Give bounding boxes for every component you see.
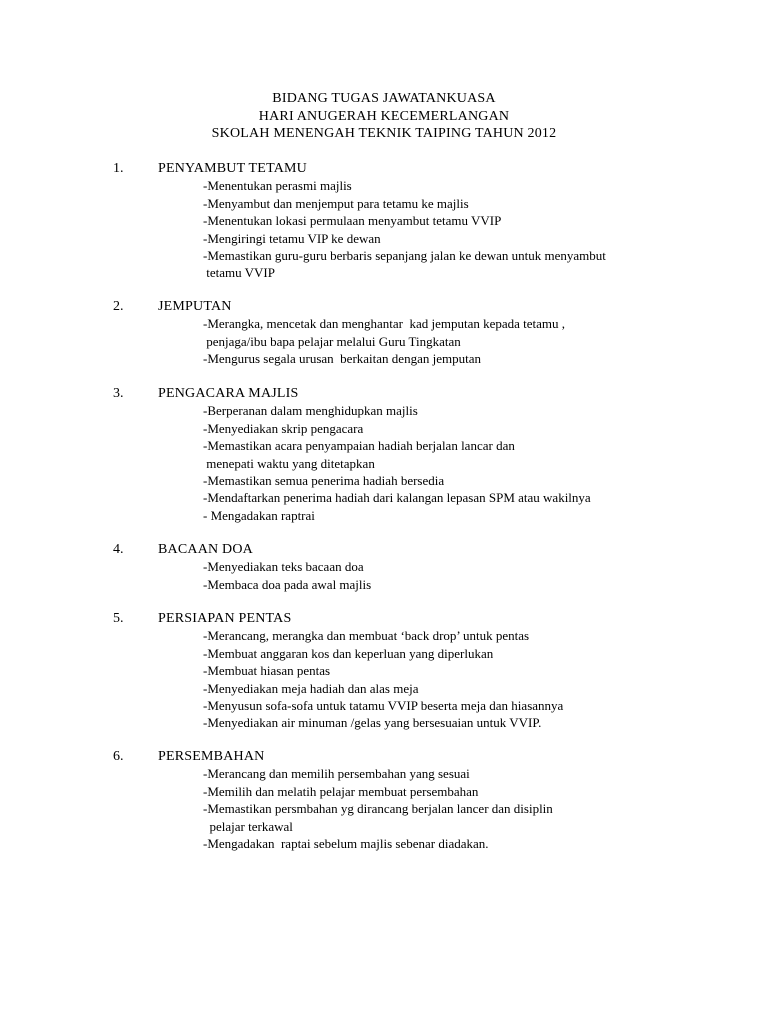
- section-number: 4.: [113, 542, 124, 557]
- list-item: -Menentukan lokasi permulaan menyambut tetamu VVIP: [203, 213, 502, 229]
- section-title: PERSIAPAN PENTAS: [158, 611, 292, 626]
- section-number: 5.: [113, 611, 124, 626]
- title-line: SKOLAH MENENGAH TEKNIK TAIPING TAHUN 2012: [211, 126, 557, 141]
- section-number: 1.: [113, 161, 124, 176]
- list-item: -Membuat anggaran kos dan keperluan yang diperlukan: [203, 645, 494, 661]
- list-item: -Menyediakan air minuman /gelas yang bersesuaian untuk VVIP.: [203, 715, 542, 731]
- list-item: tetamu VVIP: [203, 265, 275, 281]
- list-item: -Mengiringi tetamu VIP ke dewan: [203, 230, 381, 246]
- section-items: [203, 315, 723, 367]
- title-line: HARI ANUGERAH KECEMERLANGAN: [258, 108, 510, 124]
- list-item: -Membaca doa pada awal majlis: [203, 576, 372, 592]
- section-title: PENYAMBUT TETAMU: [158, 161, 307, 176]
- section-title: PENGACARA MAJLIS: [158, 386, 299, 401]
- list-item: -Mengadakan raptai sebelum majlis sebenar diadakan.: [203, 836, 489, 852]
- list-item: -Berperanan dalam menghidupkan majlis: [203, 403, 418, 419]
- list-item: -Mengurus segala urusan berkaitan dengan jemputan: [203, 351, 481, 367]
- list-item: - Mengadakan raptrai: [203, 507, 315, 523]
- list-item: -Mendaftarkan penerima hadiah dari kalangan lepasan SPM atau wakilnya: [203, 490, 591, 506]
- list-item: -Memastikan semua penerima hadiah bersedia: [203, 473, 445, 489]
- list-item: -Merancang, merangka dan membuat ‘back drop’ untuk pentas: [203, 628, 530, 644]
- section-number: 3.: [113, 386, 124, 401]
- list-item: -Memastikan acara penyampaian hadiah berjalan lancar dan: [203, 438, 515, 454]
- list-item: penjaga/ibu bapa pelajar melalui Guru Tingkatan: [203, 333, 461, 349]
- section-number: 6.: [113, 749, 124, 764]
- list-item: -Menyusun sofa-sofa untuk tatamu VVIP beserta meja dan hiasannya: [203, 698, 564, 714]
- list-item: pelajar terkawal: [203, 818, 293, 834]
- section-title: JEMPUTAN: [158, 299, 232, 314]
- list-item: -Membuat hiasan pentas: [203, 663, 331, 679]
- list-item: -Merangka, mencetak dan menghantar kad jemputan kepada tetamu ,: [203, 316, 566, 332]
- section-items: [203, 765, 723, 852]
- list-item: -Merancang dan memilih persembahan yang sesuai: [203, 766, 470, 782]
- list-item: -Menyambut dan menjemput para tetamu ke majlis: [203, 195, 469, 211]
- list-item: -Memastikan persmbahan yg dirancang berjalan lancer dan disiplin: [203, 801, 553, 817]
- title-line: BIDANG TUGAS JAWATANKUASA: [272, 91, 496, 106]
- list-item: -Memastikan guru-guru berbaris sepanjang jalan ke dewan untuk menyambut: [203, 248, 606, 264]
- list-item: -Menyediakan teks bacaan doa: [203, 559, 364, 575]
- list-item: -Menentukan perasmi majlis: [203, 178, 352, 194]
- section-items: [203, 558, 723, 593]
- list-item: menepati waktu yang ditetapkan: [203, 455, 375, 471]
- list-item: -Menyediakan skrip pengacara: [203, 420, 364, 436]
- section-items: [203, 402, 723, 524]
- section-title: BACAAN DOA: [158, 542, 253, 557]
- list-item: -Memilih dan melatih pelajar membuat persembahan: [203, 783, 479, 799]
- section-items: [203, 627, 723, 731]
- list-item: -Menyediakan meja hadiah dan alas meja: [203, 680, 419, 696]
- section-items: [203, 177, 723, 281]
- document-title: [0, 90, 768, 143]
- section-number: 2.: [113, 299, 124, 314]
- section-title: PERSEMBAHAN: [158, 749, 265, 764]
